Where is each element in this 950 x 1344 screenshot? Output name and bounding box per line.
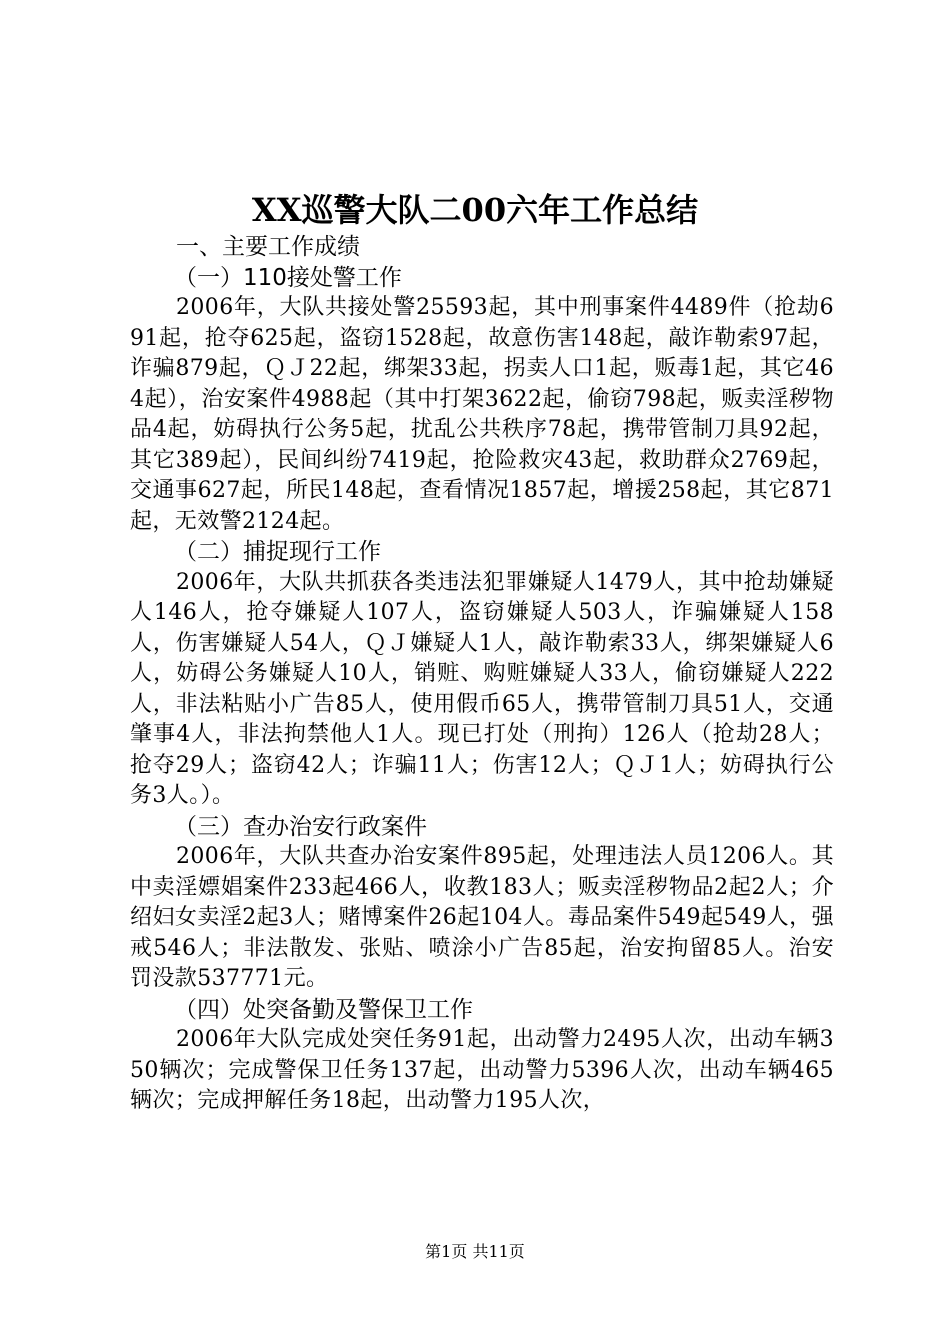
document-body [130, 232, 834, 1117]
paragraph-110-dispatch: 2006年，大队共接处警25593起，其中刑事案件4489件（抢劫691起，抢夺625起，盗窃1528起，故意伤害148起，敲诈勒索97起，诈骗879起，ＱＪ22起，绑架33起，拐卖人口1起，贩毒1起，其它464起），治安案件4988起（其中打架3622起，偷窃798起，贩卖淫秽物品4起，妨碍执行公务5起，扰乱公共秩序78起，携带管制刀具92起，其它389起），民间纠纷7419起，抢险救灾43起，救助群众2769起，交通事627起，所民148起，查看情况1857起，增援258起，其它871起，无效警2124起。 [130, 295, 834, 534]
section-heading-main-achievements: 一、主要工作成绩 [176, 234, 360, 260]
page-footer: 第1页 共11页 [425, 1242, 525, 1261]
subsection-heading-arrests: （二）捕捉现行工作 [174, 539, 381, 565]
paragraph-public-security-cases: 2006年，大队共查办治安案件895起，处理违法人员1206人。其中卖淫嫖娼案件233起466人，收教183人；贩卖淫秽物品2起2人；介绍妇女卖淫2起3人；赌博案件26起104人。毒品案件549起549人，强戒546人；非法散发、张贴、喷涂小广告85起，治安拘留85人。治安罚没款537771元。 [130, 844, 834, 991]
paragraph-arrests: 2006年，大队共抓获各类违法犯罪嫌疑人1479人，其中抢劫嫌疑人146人，抢夺嫌疑人107人，盗窃嫌疑人503人，诈骗嫌疑人158人，伤害嫌疑人54人，ＱＪ嫌疑人1人，敲诈勒索33人，绑架嫌疑人6人，妨碍公务嫌疑人10人，销赃、购赃嫌疑人33人，偷窃嫌疑人222人，非法粘贴小广告85人，使用假币65人，携带管制刀具51人，交通肇事4人，非法拘禁他人1人。现已打处（刑拘）126人（抢劫28人；抢夺29人；盗窃42人；诈骗11人；伤害12人；ＱＪ1人；妨碍执行公务3人。）。 [130, 569, 834, 808]
subsection-heading-public-security-cases: （三）查办治安行政案件 [174, 813, 427, 840]
subsection-heading-emergency-duty: （四）处突备勤及警保卫工作 [174, 996, 473, 1023]
subsection-heading-110-dispatch: （一）110接处警工作 [174, 264, 402, 291]
document-title: XX巡警大队二00六年工作总结 [251, 191, 699, 229]
paragraph-emergency-duty: 2006年大队完成处突任务91起，出动警力2495人次，出动车辆350辆次；完成警保卫任务137起，出动警力5396人次，出动车辆465辆次；完成押解任务18起，出动警力195人次， [130, 1027, 834, 1113]
